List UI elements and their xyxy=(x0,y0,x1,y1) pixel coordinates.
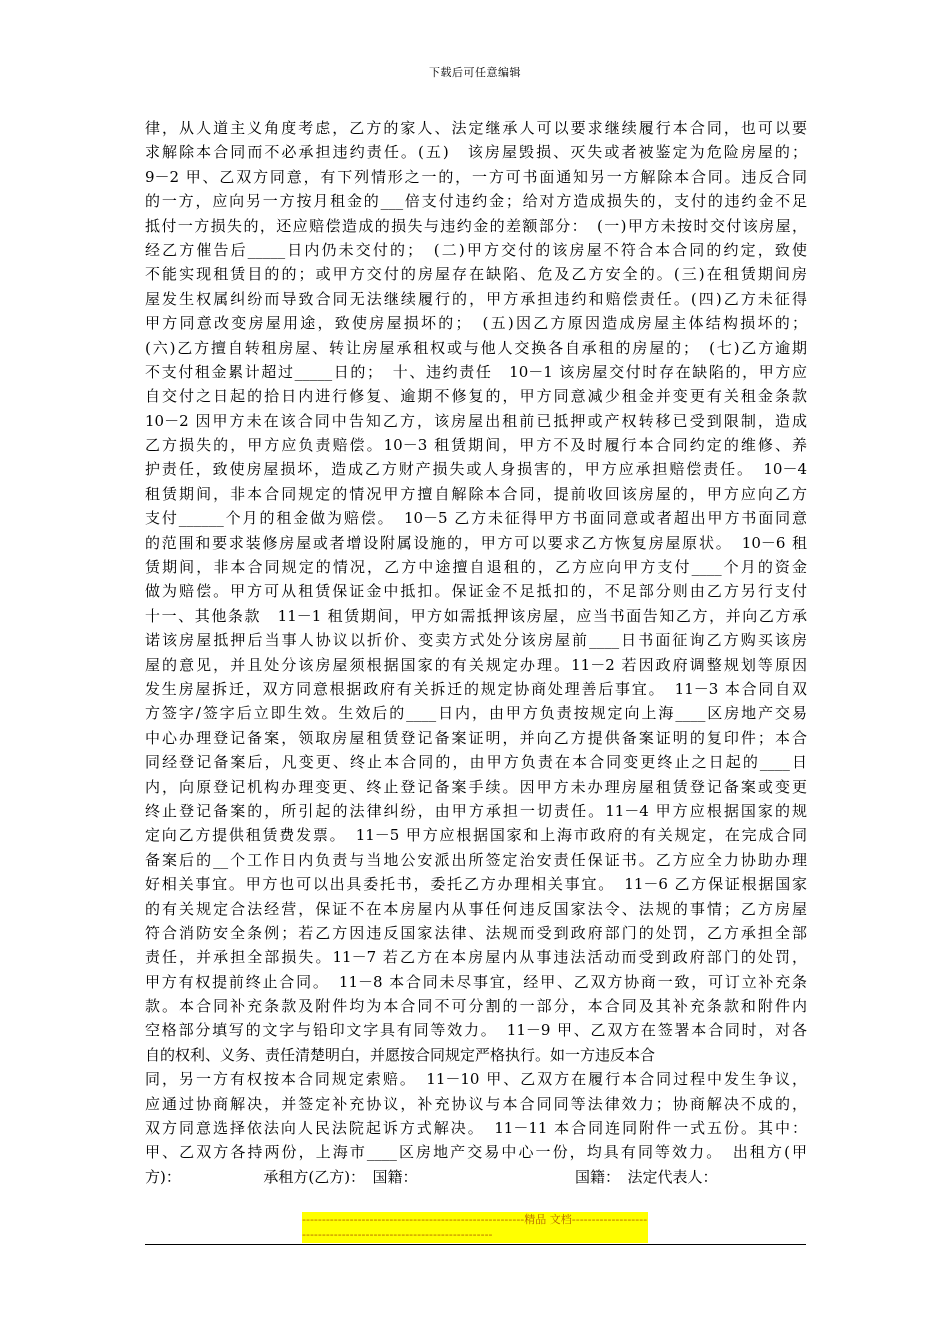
text-line: 责任，并承担全部损失。11－7 若乙方在本房屋内从事违法活动而受到政府部门的处罚， xyxy=(145,948,807,967)
text-line: 10－2 因甲方未在该合同中告知乙方，该房屋出租前已抵押或产权转移已受到限制，造成 xyxy=(145,411,807,430)
footer-rule xyxy=(145,1244,806,1245)
text-line: 十一、其他条款 11－1 租赁期间，甲方如需抵押该房屋，应当书面告知乙方，并向乙方承 xyxy=(145,606,807,625)
text-line: 诺该房屋抵押后当事人协议以折价、变卖方式处分该房屋前____日书面征询乙方购买该房 xyxy=(145,631,807,650)
text-line: 经乙方催告后_____日内仍未交付的； (二)甲方交付的该房屋不符合本合同的约定，致使 xyxy=(145,240,807,259)
text-line: 屋的意见，并且处分该房屋须根据国家的有关规定办理。11－2 若因政府调整规划等原因 xyxy=(145,655,807,674)
text-line: 方签字/签字后立即生效。生效后的____日内，由甲方负责按规定向上海____区房地产交易 xyxy=(145,704,807,723)
text-line: 甲方有权提前终止合同。 11－8 本合同未尽事宜，经甲、乙双方协商一致，可订立补充条 xyxy=(145,972,807,991)
text-line: 求解除本合同而不必承担违约责任。(五) 该房屋毁损、灭失或者被鉴定为危险房屋的； xyxy=(145,143,807,162)
text-line: 内，向原登记机构办理变更、终止登记备案手续。因甲方未办理房屋租赁登记备案或变更 xyxy=(145,777,807,796)
text-line: 自的权利、义务、责任清楚明白，并愿按合同规定严格执行。如一方违反本合 xyxy=(145,1045,656,1064)
text-line: 赁期间，非本合同规定的情况，乙方中途擅自退租的，乙方应向甲方支付____个月的资金 xyxy=(145,558,807,577)
text-line: 终止登记备案的，所引起的法律纠纷，由甲方承担一切责任。11－4 甲方应根据国家的规 xyxy=(145,801,807,820)
text-line: 发生房屋拆迁，双方同意根据政府有关拆迁的规定协商处理善后事宜。 11－3 本合同自双 xyxy=(145,679,807,698)
text-line: 做为赔偿。甲方可从租赁保证金中抵扣。保证金不足抵扣的，不足部分则由乙方另行支付 xyxy=(145,582,807,601)
text-line: 自交付之日起的拾日内进行修复、逾期不修复的，甲方同意减少租金并变更有关租金条款 xyxy=(145,387,807,406)
text-line: 律，从人道主义角度考虑，乙方的家人、法定继承人可以要求继续履行本合同，也可以要 xyxy=(145,119,807,137)
text-line: 应通过协商解决，并签定补充协议，补充协议与本合同同等法律效力；协商解决不成的， xyxy=(145,1094,807,1113)
text-line: 定向乙方提供租赁费发票。 11－5 甲方应根据国家和上海市政府的有关规定，在完成合同 xyxy=(145,826,807,845)
text-line: 备案后的__个工作日内负责与当地公安派出所签定治安责任保证书。乙方应全力协助办理 xyxy=(145,850,807,869)
text-line: 的范围和要求装修房屋或者增设附属设施的，甲方可以要求乙方恢复房屋原状。 10－6 租 xyxy=(145,533,807,552)
text-line: 抵付一方损失的，还应赔偿造成的损失与违约金的差额部分： (一)甲方未按时交付该房屋， xyxy=(145,216,807,235)
text-line: 的有关规定合法经营，保证不在本房屋内从事任何违反国家法令、法规的事情；乙方房屋 xyxy=(145,899,807,918)
text-line: 同，另一方有权按本合同规定索赔。 11－10 甲、乙双方在履行本合同过程中发生争议， xyxy=(145,1070,807,1089)
text-line: 租赁期间，非本合同规定的情况甲方擅自解除本合同，提前收回该房屋的，甲方应向乙方 xyxy=(145,484,807,503)
text-line: 空格部分填写的文字与铅印文字具有同等效力。 11－9 甲、乙双方在签署本合同时，对各 xyxy=(145,1021,807,1040)
text-line: 的一方，应向另一方按月租金的___倍支付违约金；给对方造成损失的，支付的违约金不足 xyxy=(145,192,807,211)
footer-banner: --------------------------------------------------------精品 文档------------------------------------------------------------------- xyxy=(302,1213,648,1241)
text-line: 同经登记备案后，凡变更、终止本合同的，由甲方负责在本合同变更终止之日起的____日 xyxy=(145,753,807,772)
text-line: 符合消防安全条例；若乙方因违反国家法律、法规而受到政府部门的处罚，乙方承担全部 xyxy=(145,923,807,942)
text-line: (六)乙方擅自转租房屋、转让房屋承租权或与他人交换各自承租的房屋的； (七)乙方逾期 xyxy=(145,338,807,357)
page-header: 下载后可任意编辑 xyxy=(429,66,521,79)
document-body xyxy=(145,116,807,1189)
text-line: 不能实现租赁目的的；或甲方交付的房屋存在缺陷、危及乙方安全的。(三)在租赁期间房 xyxy=(145,265,807,284)
text-line: 中心办理登记备案，领取房屋租赁登记备案证明，并向乙方提供备案证明的复印件；本合 xyxy=(145,728,807,747)
text-line: 支付______个月的租金做为赔偿。 10－5 乙方未征得甲方书面同意或者超出甲方书面同意 xyxy=(145,509,807,528)
text-line: 护责任，致使房屋损坏，造成乙方财产损失或人身损害的，甲方应承担赔偿责任。 10－4 xyxy=(145,460,807,479)
text-line: 屋发生权属纠纷而导致合同无法继续履行的，甲方承担违约和赔偿责任。(四)乙方未征得 xyxy=(145,289,807,308)
text-line: 方)： 承租方(乙方)： 国籍： 国籍： 法定代表人： xyxy=(145,1167,718,1186)
text-line: 好相关事宜。甲方也可以出具委托书，委托乙方办理相关事宜。 11－6 乙方保证根据国家 xyxy=(145,875,807,894)
text-line: 双方同意选择依法向人民法院起诉方式解决。 11－11 本合同连同附件一式五份。其中： xyxy=(145,1119,807,1138)
text-line: 不支付租金累计超过_____日的； 十、违约责任 10－1 该房屋交付时存在缺陷的，甲方应 xyxy=(145,362,807,381)
text-line: 9－2 甲、乙双方同意，有下列情形之一的，一方可书面通知另一方解除本合同。违反合同 xyxy=(145,167,807,186)
text-line: 甲方同意改变房屋用途，致使房屋损坏的； (五)因乙方原因造成房屋主体结构损坏的； xyxy=(145,314,807,333)
text-line: 甲、乙双方各持两份，上海市____区房地产交易中心一份，均具有同等效力。 出租方(甲 xyxy=(145,1143,807,1162)
text-line: 款。本合同补充条款及附件均为本合同不可分割的一部分，本合同及其补充条款和附件内 xyxy=(145,997,807,1016)
text-line: 乙方损失的，甲方应负责赔偿。10－3 租赁期间，甲方不及时履行本合同约定的维修、养 xyxy=(145,436,807,455)
